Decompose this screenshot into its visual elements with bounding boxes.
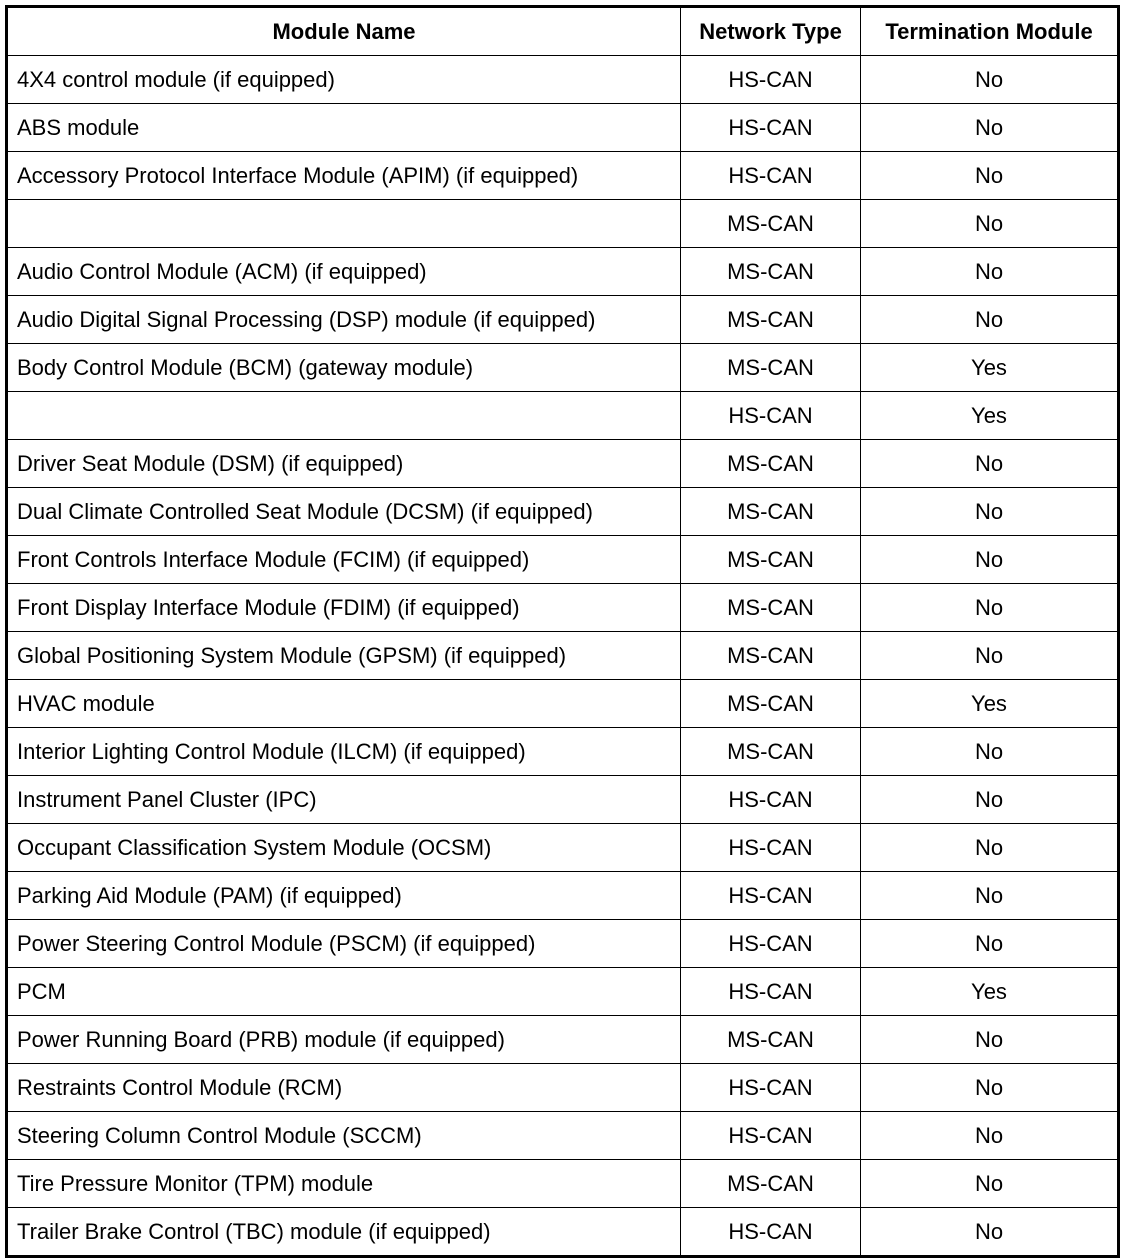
table-row: [7, 344, 1119, 392]
termination-module-cell: No: [861, 536, 1119, 584]
termination-module-cell: Yes: [861, 680, 1119, 728]
termination-module-cell: No: [861, 1064, 1119, 1112]
termination-module-cell: No: [861, 488, 1119, 536]
module-name-cell: HVAC module: [7, 680, 681, 728]
termination-module-cell: Yes: [861, 344, 1119, 392]
network-type-cell: HS-CAN: [681, 872, 861, 920]
termination-module-cell: No: [861, 1160, 1119, 1208]
table-row: [7, 1112, 1119, 1160]
module-network-table: [5, 5, 1120, 1258]
module-name-cell: Power Running Board (PRB) module (if equipped): [7, 1016, 681, 1064]
network-type-cell: HS-CAN: [681, 56, 861, 104]
network-type-cell: MS-CAN: [681, 488, 861, 536]
module-name-cell: Audio Digital Signal Processing (DSP) module (if equipped): [7, 296, 681, 344]
table-row: [7, 536, 1119, 584]
module-name-cell: Restraints Control Module (RCM): [7, 1064, 681, 1112]
table-row: [7, 104, 1119, 152]
network-type-cell: HS-CAN: [681, 1064, 861, 1112]
module-name-cell: Audio Control Module (ACM) (if equipped): [7, 248, 681, 296]
termination-module-cell: Yes: [861, 392, 1119, 440]
network-type-cell: HS-CAN: [681, 152, 861, 200]
table-row: [7, 968, 1119, 1016]
network-type-cell: MS-CAN: [681, 536, 861, 584]
termination-module-cell: No: [861, 920, 1119, 968]
termination-module-cell: No: [861, 872, 1119, 920]
termination-module-cell: No: [861, 56, 1119, 104]
module-name-cell: Driver Seat Module (DSM) (if equipped): [7, 440, 681, 488]
table-row: [7, 632, 1119, 680]
module-name-cell: Global Positioning System Module (GPSM) (if equipped): [7, 632, 681, 680]
module-name-cell: Interior Lighting Control Module (ILCM) (if equipped): [7, 728, 681, 776]
network-type-cell: HS-CAN: [681, 824, 861, 872]
table-row: [7, 1160, 1119, 1208]
network-type-cell: MS-CAN: [681, 584, 861, 632]
table-row: [7, 488, 1119, 536]
termination-module-cell: No: [861, 440, 1119, 488]
termination-module-cell: No: [861, 200, 1119, 248]
table-row: [7, 824, 1119, 872]
termination-module-cell: No: [861, 296, 1119, 344]
network-type-cell: MS-CAN: [681, 248, 861, 296]
table-row: [7, 296, 1119, 344]
module-name-cell: Body Control Module (BCM) (gateway module): [7, 344, 681, 392]
termination-module-cell: No: [861, 584, 1119, 632]
table-row: [7, 248, 1119, 296]
module-name-cell: Dual Climate Controlled Seat Module (DCSM) (if equipped): [7, 488, 681, 536]
table-row: [7, 152, 1119, 200]
network-type-cell: MS-CAN: [681, 1016, 861, 1064]
table-row: [7, 200, 1119, 248]
termination-module-cell: No: [861, 824, 1119, 872]
header-termination-module: Termination Module: [861, 7, 1119, 56]
table-row: [7, 1016, 1119, 1064]
module-name-cell: Power Steering Control Module (PSCM) (if equipped): [7, 920, 681, 968]
table-row: [7, 440, 1119, 488]
network-type-cell: MS-CAN: [681, 728, 861, 776]
table-body: [7, 56, 1119, 1257]
table-row: [7, 1064, 1119, 1112]
header-network-type: Network Type: [681, 7, 861, 56]
network-type-cell: HS-CAN: [681, 1208, 861, 1257]
termination-module-cell: Yes: [861, 968, 1119, 1016]
table-row: [7, 680, 1119, 728]
network-type-cell: MS-CAN: [681, 296, 861, 344]
network-type-cell: MS-CAN: [681, 200, 861, 248]
table-row: [7, 392, 1119, 440]
table-row: [7, 776, 1119, 824]
module-name-cell: ABS module: [7, 104, 681, 152]
module-name-cell: Trailer Brake Control (TBC) module (if equipped): [7, 1208, 681, 1257]
module-name-cell: Accessory Protocol Interface Module (APIM) (if equipped): [7, 152, 681, 200]
module-name-cell: Tire Pressure Monitor (TPM) module: [7, 1160, 681, 1208]
termination-module-cell: No: [861, 1016, 1119, 1064]
table-row: [7, 584, 1119, 632]
network-type-cell: MS-CAN: [681, 632, 861, 680]
module-name-cell: [7, 392, 681, 440]
termination-module-cell: No: [861, 632, 1119, 680]
header-row: [7, 7, 1119, 56]
module-name-cell: 4X4 control module (if equipped): [7, 56, 681, 104]
network-type-cell: HS-CAN: [681, 1112, 861, 1160]
network-type-cell: MS-CAN: [681, 344, 861, 392]
module-name-cell: Front Display Interface Module (FDIM) (if equipped): [7, 584, 681, 632]
module-name-cell: Instrument Panel Cluster (IPC): [7, 776, 681, 824]
module-name-cell: Front Controls Interface Module (FCIM) (if equipped): [7, 536, 681, 584]
termination-module-cell: No: [861, 728, 1119, 776]
table-row: [7, 872, 1119, 920]
network-type-cell: HS-CAN: [681, 104, 861, 152]
network-type-cell: MS-CAN: [681, 680, 861, 728]
network-type-cell: HS-CAN: [681, 920, 861, 968]
module-name-cell: Parking Aid Module (PAM) (if equipped): [7, 872, 681, 920]
module-name-cell: Occupant Classification System Module (OCSM): [7, 824, 681, 872]
module-name-cell: PCM: [7, 968, 681, 1016]
termination-module-cell: No: [861, 1208, 1119, 1257]
module-name-cell: Steering Column Control Module (SCCM): [7, 1112, 681, 1160]
network-type-cell: MS-CAN: [681, 1160, 861, 1208]
network-type-cell: MS-CAN: [681, 440, 861, 488]
termination-module-cell: No: [861, 152, 1119, 200]
network-type-cell: HS-CAN: [681, 968, 861, 1016]
termination-module-cell: No: [861, 248, 1119, 296]
network-type-cell: HS-CAN: [681, 392, 861, 440]
network-type-cell: HS-CAN: [681, 776, 861, 824]
module-name-cell: [7, 200, 681, 248]
termination-module-cell: No: [861, 104, 1119, 152]
table-row: [7, 1208, 1119, 1257]
table-row: [7, 56, 1119, 104]
termination-module-cell: No: [861, 1112, 1119, 1160]
table-row: [7, 920, 1119, 968]
termination-module-cell: No: [861, 776, 1119, 824]
table-row: [7, 728, 1119, 776]
header-module-name: Module Name: [7, 7, 681, 56]
